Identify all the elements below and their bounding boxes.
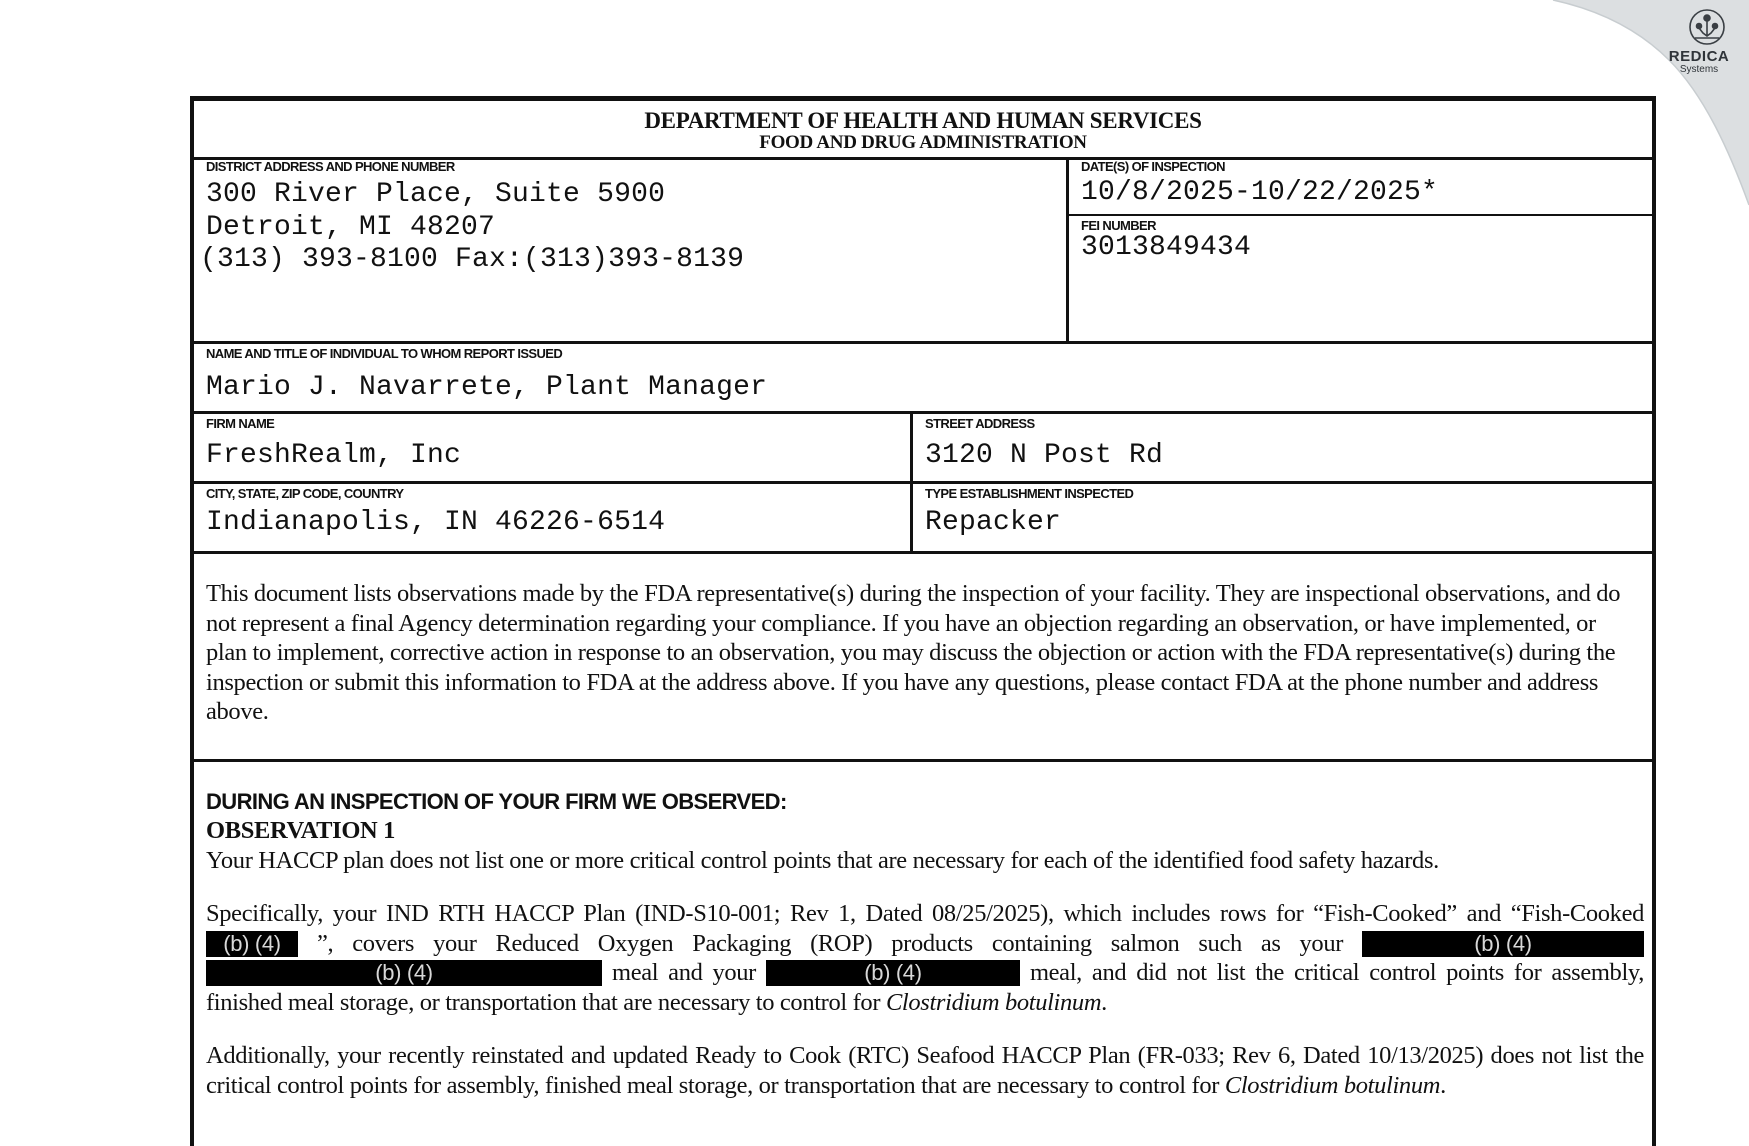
city-label: CITY, STATE, ZIP CODE, COUNTRY [206, 486, 404, 501]
dates-label: DATE(S) OF INSPECTION [1081, 159, 1225, 174]
fei-cell [1069, 216, 1652, 341]
redaction-box: (b) (4) [206, 931, 298, 957]
fda-483-form [190, 96, 1656, 1146]
redaction-box: (b) (4) [766, 960, 1020, 986]
type-cell [913, 484, 1652, 551]
fei-label: FEI NUMBER [1081, 218, 1156, 233]
firm-name: FreshRealm, Inc [206, 440, 462, 471]
form-header [194, 101, 1652, 160]
department-title: DEPARTMENT OF HEALTH AND HUMAN SERVICES [644, 108, 1202, 133]
redica-logo-name: REDICA [1668, 48, 1730, 65]
street-cell [913, 414, 1652, 481]
observation-title: OBSERVATION 1 [206, 817, 396, 844]
individual-name: Mario J. Navarrete, Plant Manager [206, 372, 768, 403]
observations-heading: DURING AN INSPECTION OF YOUR FIRM WE OBSERVED: [206, 789, 787, 814]
district-phone: (313) 393-8100 Fax:(313)393-8139 [200, 244, 745, 275]
establishment-type: Repacker [925, 507, 1062, 538]
organism-name: Clostridium botulinum [885, 988, 1102, 1016]
disclaimer-text: This document lists observations made by the FDA representative(s) during the inspection of your facility. They are inspectional observations, and do not represent a final Agency determination regarding your compliance. If you have an objection regarding an observation, or have implemented, or plan to implement, corrective action in response to an observation, you may discuss the objection or action with the FDA representative(s) during the inspection or submit this information to FDA at the address above. If you have any questions, please contact FDA at the phone number and address above. [206, 580, 1621, 725]
observations-section [206, 787, 1644, 1100]
individual-cell [194, 344, 1652, 411]
redaction-box: (b) (4) [1362, 931, 1644, 957]
district-label: DISTRICT ADDRESS AND PHONE NUMBER [206, 159, 455, 174]
type-label: TYPE ESTABLISHMENT INSPECTED [925, 486, 1134, 501]
observation-summary: Your HACCP plan does not list one or more critical control points that are necessary for each of the identified food safety hazards. [206, 846, 1439, 874]
fei-number: 3013849434 [1081, 232, 1252, 263]
individual-label: NAME AND TITLE OF INDIVIDUAL TO WHOM REPORT ISSUED [206, 346, 563, 361]
city-cell [194, 484, 910, 551]
district-address-line1: 300 River Place, Suite 5900 [206, 179, 666, 210]
inspection-dates: 10/8/2025-10/22/2025* [1081, 177, 1439, 208]
organism-name: Clostridium botulinum [1224, 1071, 1441, 1099]
redica-logo-corner [1529, 0, 1749, 210]
district-address-line2: Detroit, MI 48207 [206, 212, 496, 243]
redica-logo-sub: Systems [1679, 64, 1719, 75]
city-state-zip: Indianapolis, IN 46226-6514 [206, 507, 666, 538]
agency-title: FOOD AND DRUG ADMINISTRATION [759, 132, 1087, 153]
street-label: STREET ADDRESS [925, 416, 1035, 431]
firm-label: FIRM NAME [206, 416, 275, 431]
observation-paragraph-2: Additionally, your recently reinstated and updated Ready to Cook (RTC) Seafood HACCP Plan (FR-033; Rev 6, Dated 10/13/2025) does not list the critical control points for assembly, finished meal storage, or transportation that are necessary to control for Clostridium botulinum. [206, 1042, 1644, 1099]
observation-paragraph-1: Specifically, your IND RTH HACCP Plan (IND-S10-001; Rev 1, Dated 08/25/2025), which includes rows for “Fish-Cooked” and “Fish-Cooked (b) (4) ”, covers your Reduced Oxygen Packaging (ROP) products containing salmon such as your (b) (4) (b) (4) meal and your (b) (4) meal, and did not list the critical control points for assembly, finished meal storage, or transportation that are necessary to control for Clostridium botulinum. [206, 900, 1644, 1016]
redaction-box: (b) (4) [206, 960, 602, 986]
street-address: 3120 N Post Rd [925, 440, 1164, 471]
district-cell [194, 157, 1066, 341]
firm-cell [194, 414, 910, 481]
